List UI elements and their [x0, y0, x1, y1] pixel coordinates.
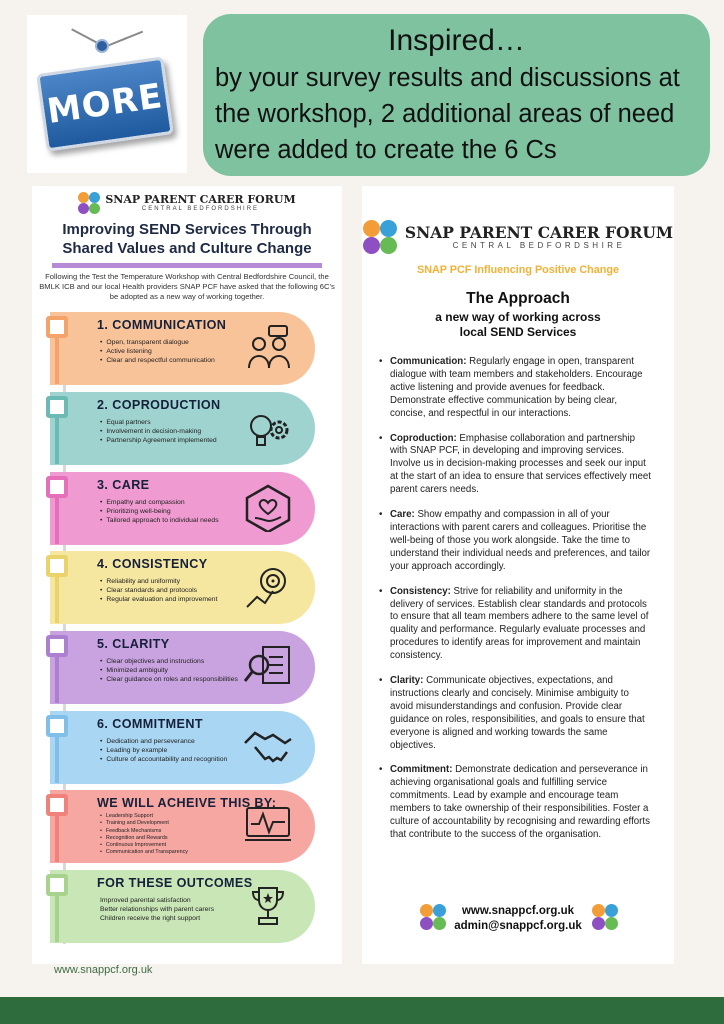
step-card — [50, 312, 315, 385]
point-text: Show empathy and compassion in all of your interactions with parent carers and colleagues. Prioritise the well-being of those you work alongside. Take the time to understand their individual needs and preferences, and tailor your approach accordingly. — [390, 509, 651, 572]
snap-logo-icon — [78, 192, 100, 214]
step-item: • Training and Development — [100, 820, 188, 827]
pin-icon — [95, 39, 109, 53]
step-title: 6. COMMITMENT — [97, 717, 203, 731]
step-items — [100, 737, 227, 765]
timeline-node — [46, 476, 68, 498]
approach-points — [362, 356, 674, 842]
lightbulb-gear-icon — [243, 404, 293, 452]
timeline-node — [46, 555, 68, 577]
step-card — [50, 711, 315, 784]
step-items — [100, 338, 215, 366]
more-sign — [36, 56, 174, 151]
approach-point — [390, 675, 654, 752]
approach-point — [390, 764, 654, 841]
step-items — [100, 418, 217, 446]
step-title: FOR THESE OUTCOMES — [97, 876, 253, 890]
approach-subtitle — [362, 310, 674, 340]
approach-point — [390, 509, 654, 574]
more-sign-label: MORE — [44, 76, 166, 132]
footer-website[interactable]: www.snappcf.org.uk — [54, 964, 153, 976]
monitor-pulse-icon — [243, 802, 293, 850]
step-item: Improved parental satisfaction — [100, 897, 191, 904]
step-item: • Continuous Improvement — [100, 842, 188, 849]
timeline-stem — [55, 338, 59, 384]
inspired-banner — [203, 14, 710, 176]
step-item: • Leadership Support — [100, 813, 188, 820]
point-text: Emphasise collaboration and partnership with SNAP PCF, in developing and improving services. Involve us in decision-making processes and seek our input at the start of an idea to ensure that services effectively meet parent carers needs. — [390, 432, 651, 496]
step-title: 1. COMMUNICATION — [97, 318, 227, 332]
step-item: • Recognition and Rewards — [100, 835, 188, 842]
timeline-node — [46, 316, 68, 338]
step-item: • Communication and Transparency — [100, 849, 188, 856]
point-label: Care: — [390, 509, 415, 521]
approach-point — [390, 356, 654, 421]
step-item: • Leading by example — [100, 746, 227, 755]
approach-point — [390, 586, 654, 663]
step-item: • Dedication and perseverance — [100, 737, 227, 746]
step-items — [100, 813, 188, 857]
title-line: Shared Values and Culture Change — [62, 240, 312, 257]
step-title: WE WILL ACHEIVE THIS BY: — [97, 796, 277, 810]
step-card — [50, 631, 315, 704]
step-item: • Clear standards and protocols — [100, 586, 217, 595]
people-chat-icon — [243, 324, 293, 372]
contact-block — [362, 904, 674, 934]
banner-title: Inspired… — [388, 24, 525, 57]
step-card — [50, 392, 315, 465]
heart-hand-icon — [243, 484, 293, 532]
point-label: Consistency: — [390, 585, 451, 597]
trophy-icon — [243, 882, 293, 930]
point-label: Clarity: — [390, 675, 424, 687]
title-line: Improving SEND Services Through — [62, 221, 312, 238]
approach-point — [390, 433, 654, 498]
logo-name: SNAP PARENT CARER FORUM — [404, 223, 674, 242]
step-items — [100, 498, 219, 526]
step-card — [50, 870, 315, 943]
step-item: • Equal partners — [100, 418, 217, 427]
step-card — [50, 790, 315, 863]
step-card — [50, 551, 315, 624]
step-item: • Culture of accountability and recognition — [100, 755, 227, 764]
step-item: • Regular evaluation and improvement — [100, 595, 217, 604]
step-item: • Tailored approach to individual needs — [100, 516, 219, 525]
infographic-panel — [32, 186, 342, 964]
website-link[interactable]: www.snappcf.org.uk — [461, 905, 575, 917]
step-items — [100, 577, 217, 605]
step-item: Better relationships with parent carers — [100, 906, 215, 914]
timeline-stem — [55, 498, 59, 544]
step-title: 5. CLARITY — [97, 637, 170, 651]
step-items — [100, 896, 214, 924]
snap-logo — [32, 192, 342, 214]
point-text: Regularly engage in open, transparent dialogue with team members and stakeholders. Encourage active listening and provide avenues for feedback. Demonstrate effective communication by being clear, concise, and respectful in our interactions. — [390, 356, 643, 419]
step-title: 2. COPRODUCTION — [97, 398, 221, 412]
handshake-icon — [243, 723, 293, 771]
timeline-stem — [55, 657, 59, 703]
point-label: Commitment: — [390, 764, 453, 776]
logo-sub: CENTRAL BEDFORDSHIRE — [452, 241, 626, 250]
step-item: • Clear and respectful communication — [100, 356, 215, 365]
step-item: Children receive the right support — [100, 915, 201, 923]
snap-logo-icon — [363, 220, 397, 254]
point-text: Communicate objectives, expectations, and instructions clearly and concisely. Minimise ambiguity to avoid misunderstandings and confusion. Provide clear guidance on roles, responsibilities, and goals to ensure that everyone is aligned and working towards the same objectives. — [390, 675, 645, 751]
email-link[interactable]: admin@snappcf.org.uk — [454, 920, 582, 932]
timeline-stem — [55, 577, 59, 623]
intro-text: Following the Test the Temperature Workshop with Central Bedfordshire Council, the BMLK ICB and our local Health providers SNAP PCF have asked that the following 6C's be adopted as a new way of working together. — [39, 272, 335, 301]
point-label: Communication: — [390, 356, 467, 367]
timeline-node — [46, 794, 68, 816]
step-item: • Empathy and compassion — [100, 498, 219, 507]
more-sign-image — [27, 15, 187, 173]
approach-title: The Approach — [466, 290, 570, 307]
step-items — [100, 657, 238, 685]
timeline-node — [46, 396, 68, 418]
snap-logo-icon — [592, 904, 618, 930]
timeline-stem — [55, 816, 59, 862]
step-item: • Active listening — [100, 347, 215, 356]
snap-logo — [362, 220, 674, 254]
banner-line: the workshop, 2 additional areas of need — [215, 100, 675, 128]
subtitle-line: local SEND Services — [459, 325, 577, 339]
infographic-title — [32, 220, 342, 258]
logo-name: SNAP PARENT CARER FORUM — [105, 193, 296, 206]
logo-sub: CENTRAL BEDFORDSHIRE — [141, 206, 260, 212]
target-chart-icon — [243, 563, 293, 611]
step-title: 3. CARE — [97, 478, 150, 492]
step-item: • Minimized ambiguity — [100, 666, 238, 675]
banner-line: were added to create the 6 Cs — [215, 136, 557, 164]
footer-bar — [0, 997, 724, 1024]
step-title: 4. CONSISTENCY — [97, 557, 208, 571]
subtitle-line: a new way of working across — [435, 310, 601, 324]
step-item: • Partnership Agreement implemented — [100, 436, 217, 445]
timeline-stem — [55, 418, 59, 464]
point-label: Coproduction: — [390, 432, 457, 444]
step-item: • Involvement in decision-making — [100, 427, 217, 436]
approach-panel — [362, 186, 674, 964]
timeline-stem — [55, 896, 59, 942]
step-item: • Prioritizing well-being — [100, 507, 219, 516]
point-text: Strive for reliability and uniformity in the delivery of services. Establish clear standards and protocols to ensure that all team members adhere to the same level of quality and performance. Regularly evaluate processes and procedures to identify areas for improvement and maintain consistency. — [390, 585, 649, 662]
magnifier-document-icon — [243, 643, 293, 691]
step-card — [50, 472, 315, 545]
timeline-node — [46, 874, 68, 896]
timeline-stem — [55, 737, 59, 783]
banner-line: by your survey results and discussions at — [215, 64, 680, 92]
tagline: SNAP PCF Influencing Positive Change — [417, 264, 619, 276]
timeline-node — [46, 635, 68, 657]
step-item: • Clear objectives and instructions — [100, 657, 238, 666]
point-text: Demonstrate dedication and perseverance in achieving organisational goals and fulfilling service commitments. Lead by example and encourage team members to take ownership of their responsibilities. Foster a culture of accountability by recognising and rewarding efforts that contribute to the success of the organisation. — [390, 764, 650, 840]
timeline-node — [46, 715, 68, 737]
step-item: • Clear guidance on roles and responsibilities — [100, 675, 238, 684]
step-item: • Reliability and uniformity — [100, 577, 217, 586]
step-item: • Open, transparent dialogue — [100, 338, 215, 347]
step-item: • Feedback Mechanisms — [100, 828, 188, 835]
